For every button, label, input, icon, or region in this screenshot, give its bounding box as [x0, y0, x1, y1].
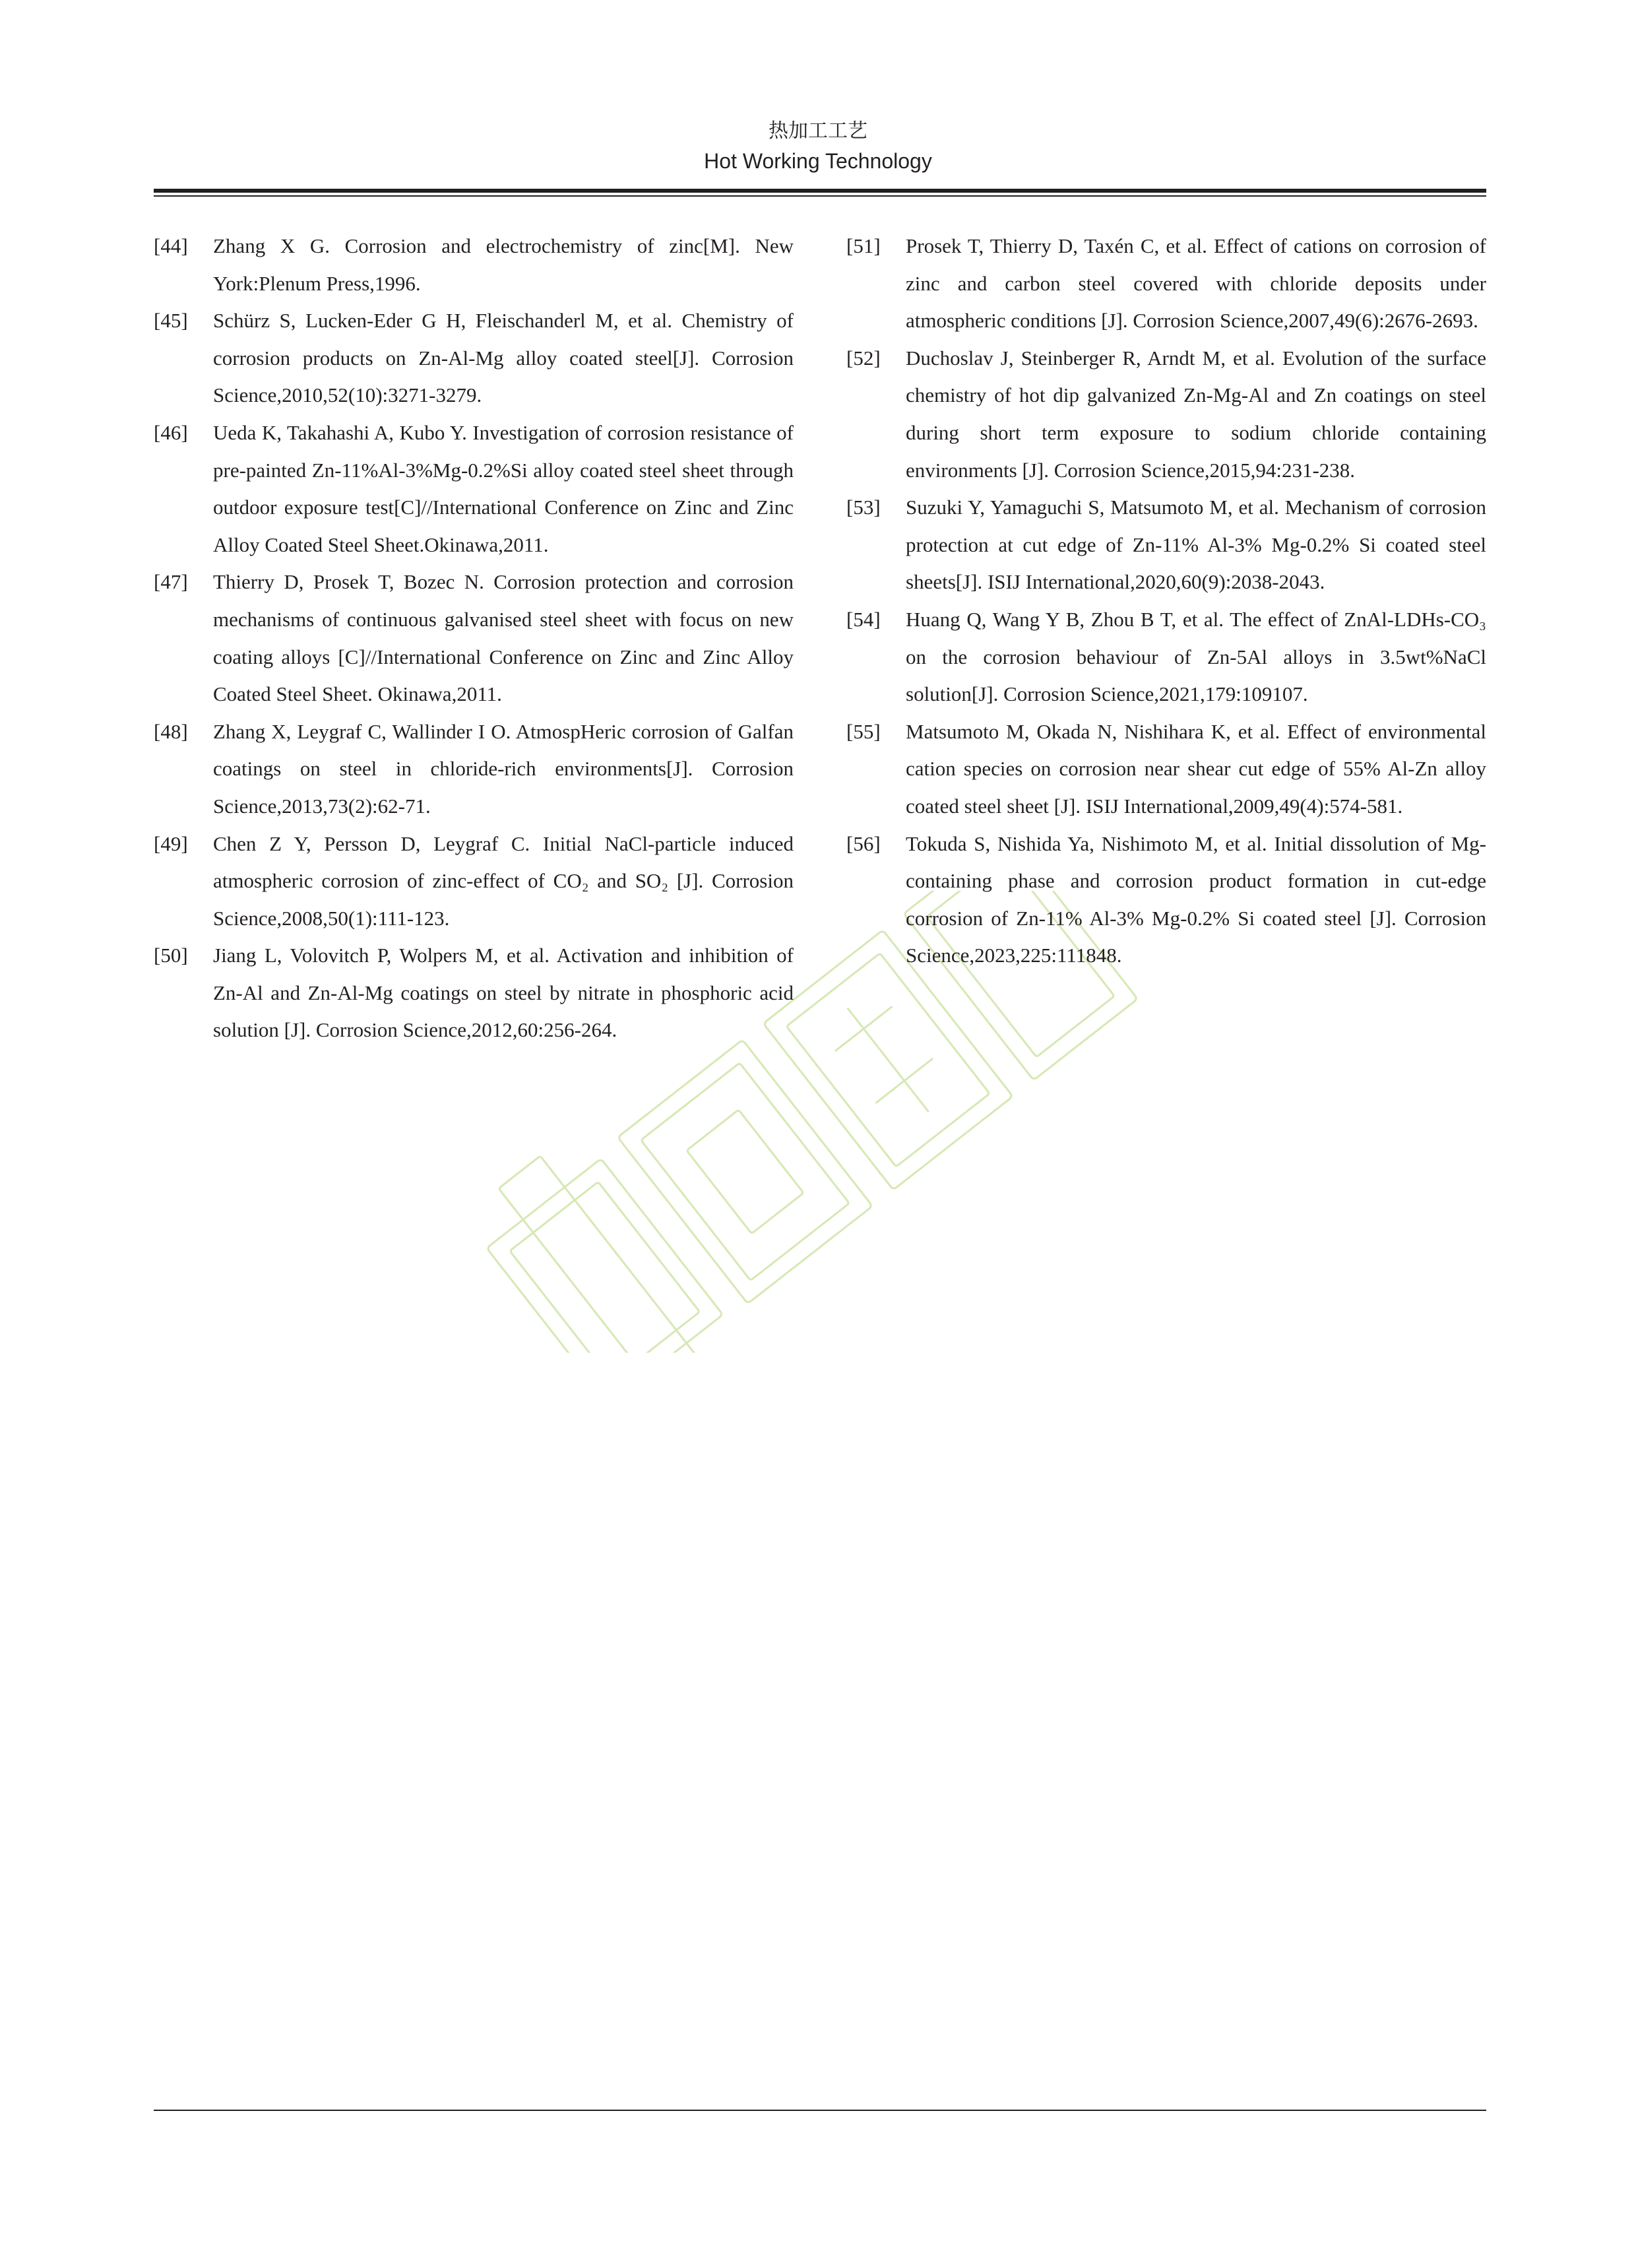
- reference-item: [846, 826, 1486, 975]
- reference-item: [154, 302, 794, 414]
- reference-item: [846, 601, 1486, 713]
- reference-item: [154, 713, 794, 826]
- reference-text: Chen Z Y, Persson D, Leygraf C. Initial NaCl-particle induced atmospheric corrosion of zinc-effect of CO₂ and SO₂ [J]. Corrosion Science,2008,50(1):111-123.: [213, 831, 794, 930]
- reference-text: Ueda K, Takahashi A, Kubo Y. Investigation of corrosion resistance of pre-painted Zn-11%Al-3%Mg-0.2%Si alloy coated steel sheet through outdoor exposure test[C]//International Conference on Zinc and Zinc Alloy Coated Steel Sheet.Okinawa,2011.: [213, 420, 794, 556]
- reference-number: [54]: [846, 607, 881, 631]
- reference-text: Tokuda S, Nishida Ya, Nishimoto M, et al. Initial dissolution of Mg-containing phase and corrosion product formation in cut-edge corrosion of Zn-11% Al-3% Mg-0.2% Si coated steel [J]. Corrosion Science,2023,225:111848.: [906, 831, 1486, 967]
- reference-number: [55]: [846, 719, 881, 743]
- reference-number: [48]: [154, 719, 188, 743]
- journal-title-en: Hot Working Technology: [704, 149, 932, 173]
- reference-text: Zhang X G. Corrosion and electrochemistry of zinc[M]. New York:Plenum Press,1996.: [213, 234, 794, 295]
- reference-number: [52]: [846, 346, 881, 370]
- reference-number: [44]: [154, 234, 188, 257]
- running-header: [0, 117, 1636, 176]
- journal-title-cn: 热加工工艺: [769, 119, 867, 143]
- reference-number: [47]: [154, 570, 188, 594]
- reference-text: Duchoslav J, Steinberger R, Arndt M, et al. Evolution of the surface chemistry of hot dip galvanized Zn-Mg-Al and Zn coatings on steel during short term exposure to sodium chloride containing environments [J]. Corrosion Science,2015,94:231-238.: [906, 346, 1486, 482]
- references-right-column: [846, 228, 1486, 975]
- reference-text: Suzuki Y, Yamaguchi S, Matsumoto M, et al. Mechanism of corrosion protection at cut edge of Zn-11% Al-3% Mg-0.2% Si coated steel sheets[J]. ISIJ International,2020,60(9):2038-2043.: [906, 496, 1486, 594]
- reference-text: Huang Q, Wang Y B, Zhou B T, et al. The effect of ZnAl-LDHs-CO₃ on the corrosion behaviour of Zn-5Al alloys in 3.5wt%NaCl solution[J]. Corrosion Science,2021,179:109107.: [906, 607, 1486, 706]
- reference-item: [154, 228, 794, 302]
- reference-item: [846, 713, 1486, 826]
- reference-item: [846, 228, 1486, 340]
- reference-number: [50]: [154, 944, 188, 967]
- reference-text: Jiang L, Volovitch P, Wolpers M, et al. Activation and inhibition of Zn-Al and Zn-Al-Mg coatings on steel by nitrate in phosphoric acid solution [J]. Corrosion Science,2012,60:256-264.: [213, 944, 794, 1042]
- reference-number: [49]: [154, 831, 188, 855]
- reference-item: [154, 564, 794, 713]
- reference-item: [846, 340, 1486, 489]
- reference-number: [56]: [846, 831, 881, 855]
- reference-text: Matsumoto M, Okada N, Nishihara K, et al. Effect of environmental cation species on corrosion near shear cut edge of 55% Al-Zn alloy coated steel sheet [J]. ISIJ International,2009,49(4):574-581.: [906, 719, 1486, 818]
- reference-item: [154, 414, 794, 564]
- reference-text: Schürz S, Lucken-Eder G H, Fleischanderl M, et al. Chemistry of corrosion products on Zn-Al-Mg alloy coated steel[J]. Corrosion Science,2010,52(10):3271-3279.: [213, 309, 794, 407]
- header-rule-thin: [154, 195, 1486, 197]
- reference-number: [51]: [846, 234, 881, 257]
- references-left-column: [154, 228, 794, 1049]
- reference-text: Zhang X, Leygraf C, Wallinder I O. AtmospHeric corrosion of Galfan coatings on steel in chloride-rich environments[J]. Corrosion Science,2013,73(2):62-71.: [213, 719, 794, 818]
- reference-number: [46]: [154, 420, 188, 444]
- reference-text: Thierry D, Prosek T, Bozec N. Corrosion protection and corrosion mechanisms of continuous galvanised steel sheet with focus on new coating alloys [C]//International Conference on Zinc and Zinc Alloy Coated Steel Sheet. Okinawa,2011.: [213, 570, 794, 706]
- reference-number: [53]: [846, 496, 881, 519]
- reference-number: [45]: [154, 309, 188, 333]
- reference-item: [154, 937, 794, 1049]
- reference-item: [846, 489, 1486, 601]
- reference-text: Prosek T, Thierry D, Taxén C, et al. Effect of cations on corrosion of zinc and carbon steel covered with chloride deposits under atmospheric conditions [J]. Corrosion Science,2007,49(6):2676-2693.: [906, 234, 1486, 333]
- reference-item: [154, 826, 794, 938]
- header-rule-thick: [154, 189, 1486, 193]
- footer-rule: [154, 2110, 1486, 2111]
